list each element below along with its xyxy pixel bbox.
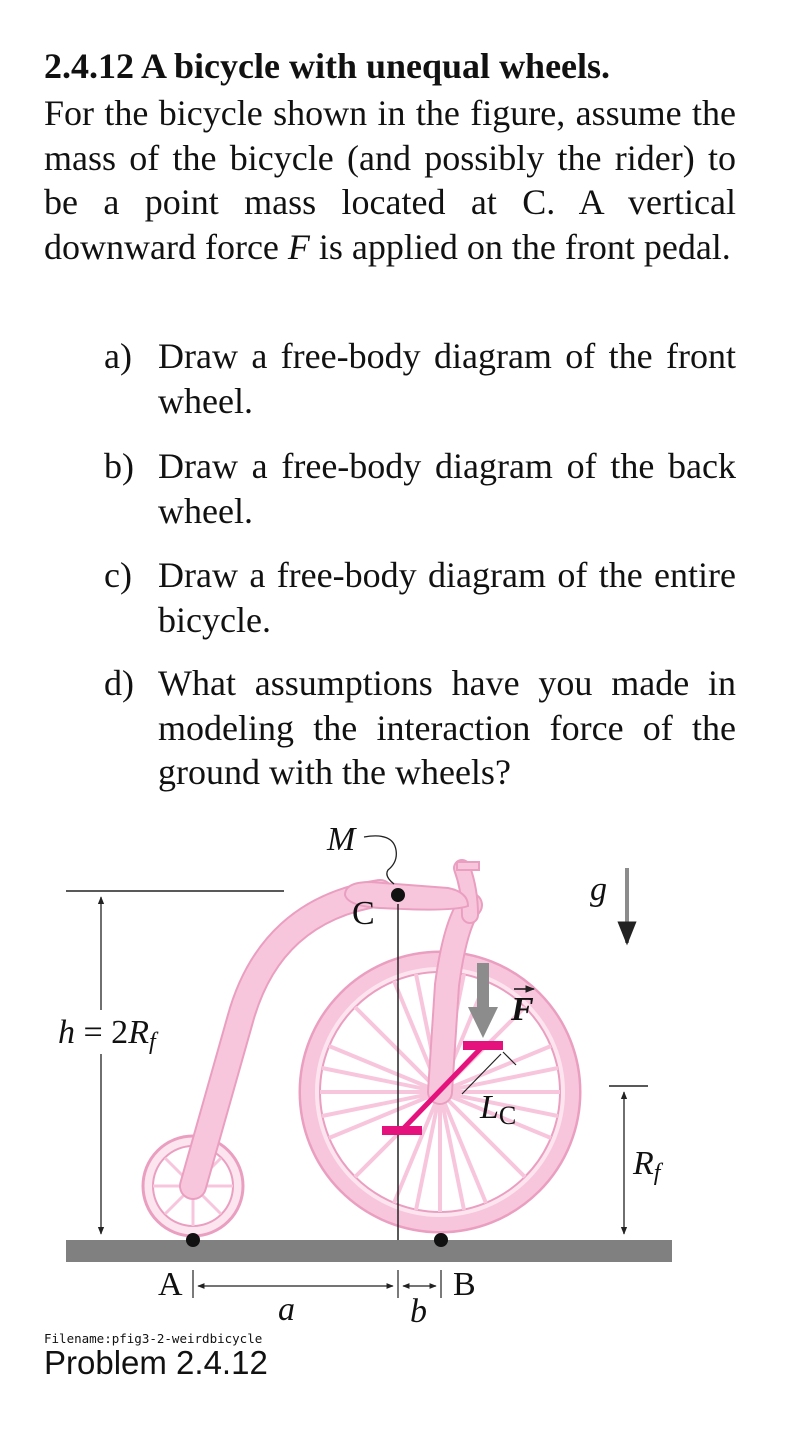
label-A: A [158,1266,183,1303]
label-a: a [278,1291,295,1328]
intro-text-2: is applied on the front pedal. [318,226,731,267]
question-text: What assumptions have you made in modeling the interaction force of the ground with the wheels? [158,663,736,792]
m-pointer-line [364,836,396,884]
ground [66,1240,672,1262]
label-C: C [352,895,375,932]
label-Rf: Rf [633,1145,661,1186]
question-label: b) [104,446,134,486]
question-text: Draw a free-body diagram of the front wheel. [158,336,736,421]
label-M: M [327,821,356,858]
intro-text-1: For the bicycle shown in the figure, assume the mass of the bicycle (and possibly the rider) to be a point mass located at C. A vertical downward force [44,93,736,267]
label-b: b [410,1293,427,1330]
point-C [391,888,405,902]
label-Lc: LC [480,1089,517,1130]
question-text: Draw a free-body diagram of the entire bicycle. [158,555,736,640]
label-B: B [453,1266,476,1303]
label-F: F [511,991,534,1028]
label-h-eq: h = 2Rf [58,1014,156,1055]
problem-title: 2.4.12 A bicycle with unequal wheels. [44,46,611,86]
figure-filename: Filename:pfig3-2-weirdbicycle [44,1331,263,1346]
question-label: a) [104,336,132,376]
point-B [434,1233,448,1247]
question-text: Draw a free-body diagram of the back wheel. [158,446,736,531]
point-A [186,1233,200,1247]
label-g: g [590,871,607,908]
question-label: c) [104,555,132,595]
intro-force-symbol: F [287,226,310,267]
problem-number: Problem 2.4.12 [44,1344,268,1381]
question-label: d) [104,663,134,703]
